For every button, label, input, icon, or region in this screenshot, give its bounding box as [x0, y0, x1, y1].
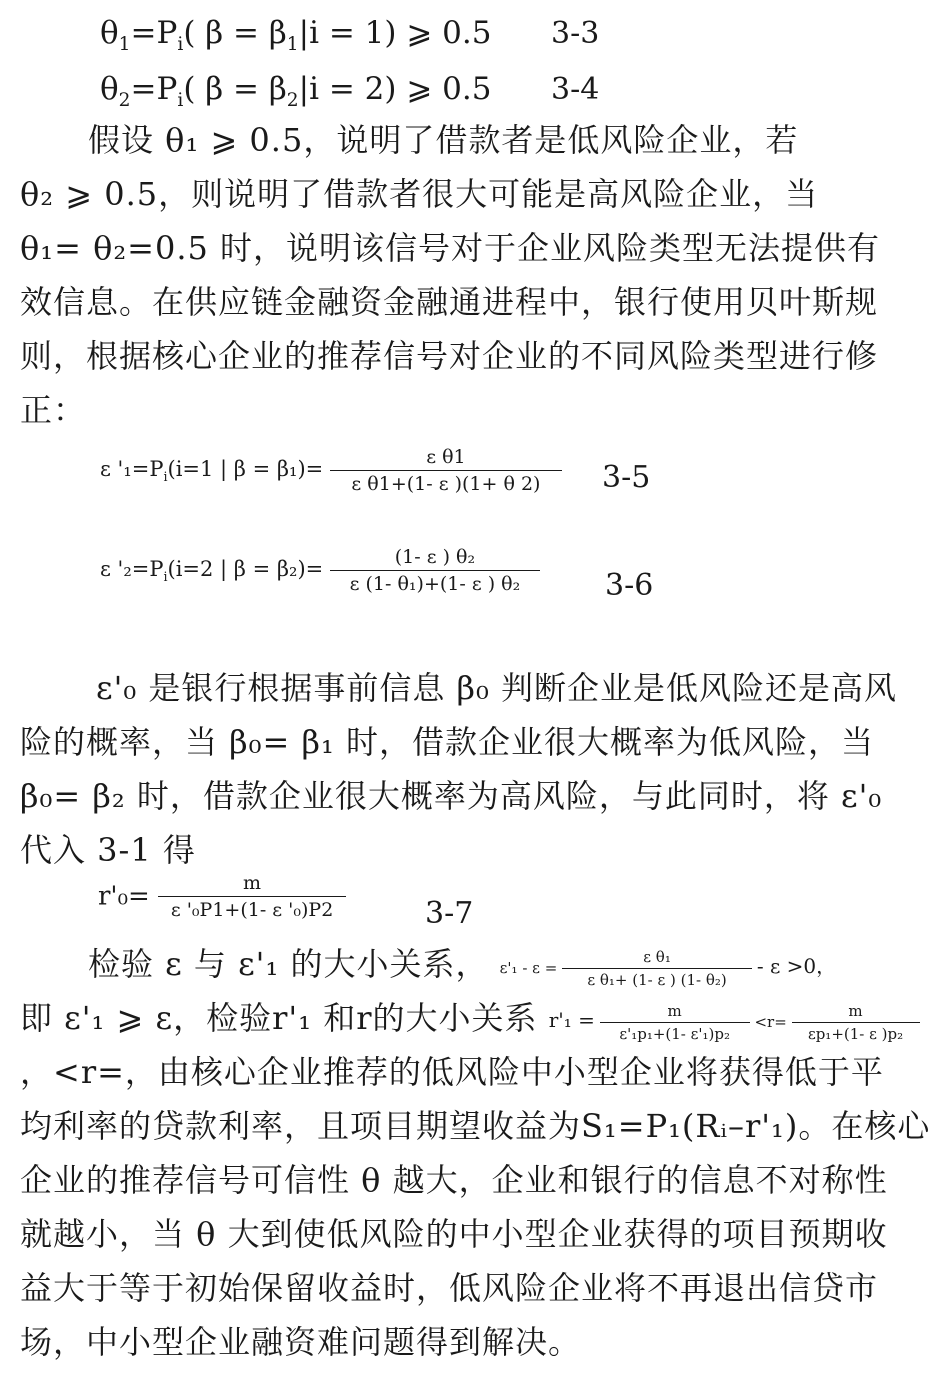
paragraph-2-line-2: 险的概率，当 β₀= β₁ 时，借款企业很大概率为低风险，当 — [20, 723, 874, 761]
paragraph-3-line-8: 场，中小型企业融资难问题得到解决。 — [20, 1323, 582, 1361]
fraction-3-7-denominator: ε '₀P1+(1- ε '₀)P2 — [170, 899, 334, 921]
inline-equation-rate-compare: r'₁ = $\frac{m}{\text{ε'₁p₁+(1- ε'₁)p₂}}$ <r= $\frac{m}{\text{εp₁+(1- ε )p₂}}$ — [549, 1013, 920, 1031]
paragraph-3-line-4: 均利率的贷款利率，且项目期望收益为S₁=P₁(Rᵢ–r'₁)。在核心 — [20, 1107, 931, 1145]
paragraph-1-line-2: θ₂ ⩾ 0.5，则说明了借款者很大可能是高风险企业，当 — [20, 175, 819, 213]
paragraph-3-line-1-text: 检验 ε 与 ε'₁ 的大小关系， — [88, 945, 489, 983]
paragraph-1-line-4: 效信息。在供应链金融资金融通进程中，银行使用贝叶斯规 — [20, 283, 879, 321]
fraction-3-6 — [330, 546, 540, 595]
paragraph-1-line-5: 则，根据核心企业的推荐信号对企业的不同风险类型进行修 — [20, 337, 879, 375]
equation-3-6: ε '$_2=P_i(i=2$ | β = β₂)= $\frac{\text{(1- ε ) θ₂}}{\text{ε (1- θ₁)+(1- ε ) θ₂}}$ — [100, 546, 540, 595]
paragraph-3-line-5: 企业的推荐信号可信性 θ 越大，企业和银行的信息不对称性 — [20, 1161, 888, 1199]
inline-equation-epsilon-diff: ε'₁ - ε = $\frac{\text{ε θ₁}}{\text{ε θ₁+ (1- ε ) (1- θ₂)}}$ - ε >0， — [499, 948, 837, 989]
equation-number-3-6: 3-6 — [605, 568, 654, 603]
equation-number-3-7: 3-7 — [425, 896, 474, 931]
equation-3-5: ε '$_1=P_i(i=1$ | β = β₁)= $\frac{\text{ε θ1}}{\text{ε θ1+(1- ε )(1+ θ 2)}}$ — [100, 446, 562, 495]
paragraph-2-line-1: ε'₀ 是银行根据事前信息 β₀ 判断企业是低风险还是高风 — [96, 669, 898, 707]
paragraph-1-line-6: 正： — [20, 391, 87, 429]
paragraph-1-line-3: θ₁= θ₂=0.5 时，说明该信号对于企业风险类型无法提供有 — [20, 229, 881, 267]
fraction-3-5-denominator: ε θ1+(1- ε )(1+ θ 2) — [351, 473, 541, 495]
fraction-3-7-numerator: m — [243, 872, 262, 894]
equation-number-3-5: 3-5 — [602, 460, 651, 495]
fraction-3-7 — [158, 872, 346, 921]
equation-3-7: r'₀= $\frac{m}{\text{ε '₀P1+(1- ε '₀)P2}}$ — [98, 872, 346, 921]
paragraph-3-line-2 — [20, 990, 934, 1050]
equation-3-3: $\theta_1=P_i$( $\beta = \beta_1|i = 1$) ⩾ 0.5 — [100, 15, 492, 56]
fraction-3-5 — [330, 446, 562, 495]
equation-number-3-4: 3-4 — [551, 72, 600, 107]
paragraph-3-line-7: 益大于等于初始保留收益时，低风险企业将不再退出信贷市 — [20, 1269, 879, 1307]
paragraph-3-line-2-text: 即 ε'₁ ⩾ ε，检验r'₁ 和r的大小关系 — [20, 999, 538, 1037]
paragraph-3-line-1 — [88, 936, 934, 996]
paragraph-1-line-1: 假设 θ₁ ⩾ 0.5，说明了借款者是低风险企业，若 — [88, 121, 799, 159]
paragraph-2-line-4: 代入 3-1 得 — [20, 831, 196, 869]
fraction-3-6-denominator: ε (1- θ₁)+(1- ε ) θ₂ — [349, 573, 521, 595]
paragraph-2-line-3: β₀= β₂ 时，借款企业很大概率为高风险，与此同时，将 ε'₀ — [20, 777, 883, 815]
fraction-3-6-numerator: (1- ε ) θ₂ — [394, 546, 476, 568]
paragraph-3-line-3: ，<r=，由核心企业推荐的低风险中小型企业将获得低于平 — [20, 1053, 884, 1091]
equation-number-3-3: 3-3 — [551, 16, 600, 51]
fraction-3-5-numerator: ε θ1 — [426, 446, 466, 468]
paragraph-3-line-6: 就越小，当 θ 大到使低风险的中小型企业获得的项目预期收 — [20, 1215, 888, 1253]
equation-3-4: $\theta_2=P_i$( $\beta = \beta_2|i = 2$) ⩾ 0.5 — [100, 71, 492, 112]
